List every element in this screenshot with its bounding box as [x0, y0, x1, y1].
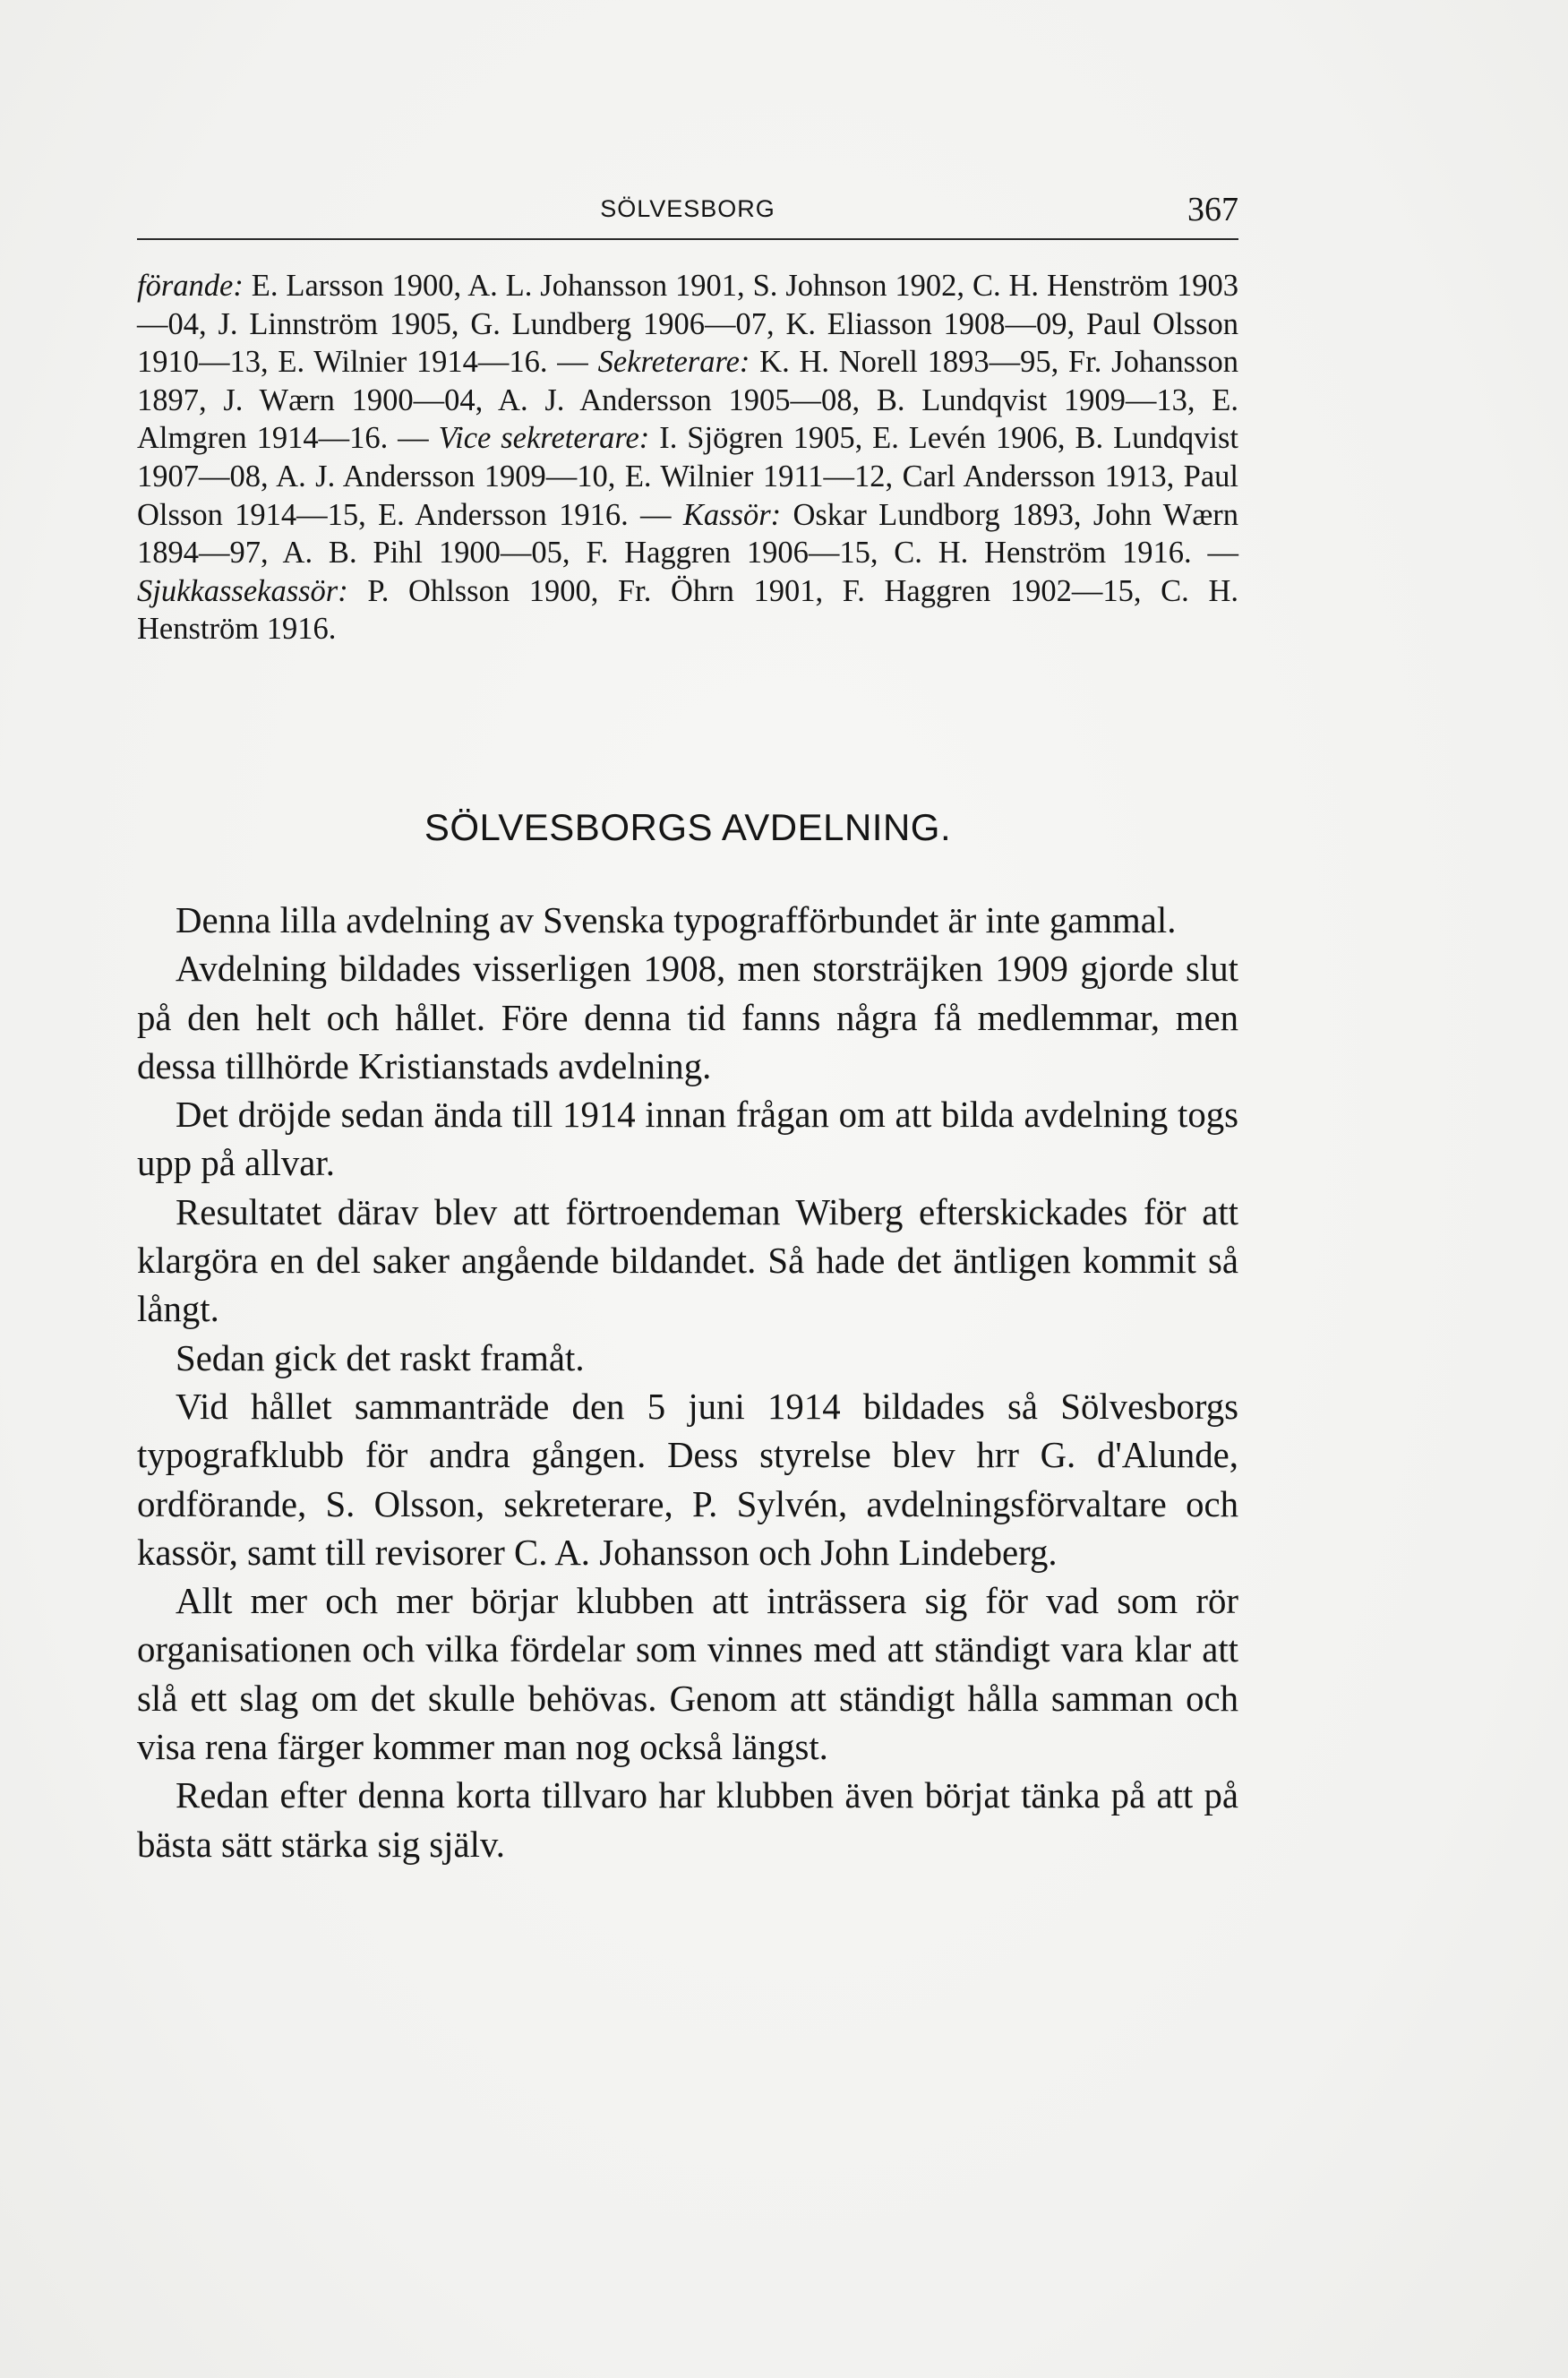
role-label-vice-sekreterare: Vice sekreterare: — [438, 421, 660, 456]
section-heading: SÖLVESBORGS AVDELNING. — [424, 806, 952, 848]
body-paragraph: Det dröjde sedan ända till 1914 innan frågan om att bilda avdelning togs upp på allvar. — [137, 1095, 1238, 1184]
page-number: 367 — [1187, 191, 1238, 228]
officers-vice-secretaries: I. Sjögren 1905, E. Levén 1906, B. Lundqvist 1907—08, A. J. Andersson 1909—10, E. Wilnier 1911—12, Carl Andersson 1913, Paul Olsson 1914—15, E. Andersson 1916. — — [137, 421, 1238, 532]
running-head — [137, 190, 1238, 235]
body-paragraph: Avdelning bildades visserligen 1908, men storsträjken 1909 gjorde slut på den helt och hållet. Före denna tid fanns några få medlemmar, men dessa tillhörde Kristianstads avdelning. — [137, 949, 1238, 1086]
officers-secretaries: K. H. Norell 1893—95, Fr. Johansson 1897, J. Wærn 1900—04, A. J. Andersson 1905—08, B. Lundqvist 1909—13, E. Almgren 1914—16. — — [137, 345, 1238, 456]
role-label-kassor: Kassör: — [682, 497, 793, 532]
body-paragraph: Allt mer och mer börjar klubben att inträssera sig för vad som rör organisationen och vilka fördelar som vinnes med att ständigt vara klar att slå ett slag om det skulle behövas. Genom att ständigt hålla samman och visa rena färger kommer man nog också längst. — [137, 1581, 1238, 1768]
role-label-ordforande: förande: — [137, 269, 252, 303]
role-label-sjukkassekassor: Sjukkassekassör: — [137, 573, 368, 608]
officers-chairmen: E. Larsson 1900, A. L. Johansson 1901, S. Johnson 1902, C. H. Henström 1903—04, J. Linnström 1905, G. Lundberg 1906—07, K. Eliasson 1908—09, Paul Olsson 1910—13, E. Wilnier 1914—16. — — [137, 269, 1238, 380]
body-paragraph: Redan efter denna korta tillvaro har klubben även börjat tänka på att på bästa sätt stärka sig själv. — [137, 1775, 1238, 1865]
officers-list-paragraph — [137, 267, 1238, 648]
running-title: SÖLVESBORG — [600, 195, 775, 222]
header-rule — [137, 238, 1238, 240]
body-paragraph: Vid hållet sammanträde den 5 juni 1914 bildades så Sölvesborgs typografklubb för andra gången. Dess styrelse blev hrr G. d'Alunde, ordförande, S. Olsson, sekreterare, P. Sylvén, avdelningsförvaltare och kassör, samt till revisorer C. A. Johansson och John Lindeberg. — [137, 1386, 1238, 1573]
officers-sick-fund-treasurers: P. Ohlsson 1900, Fr. Öhrn 1901, F. Haggren 1902—15, C. H. Henström 1916. — [137, 573, 1238, 647]
officers-treasurers: Oskar Lundborg 1893, John Wærn 1894—97, A. B. Pihl 1900—05, F. Haggren 1906—15, C. H. Henström 1916. — — [137, 497, 1239, 571]
section-body — [137, 897, 1238, 1869]
role-label-sekreterare: Sekreterare: — [597, 345, 760, 380]
body-paragraph: Denna lilla avdelning av Svenska typografförbundet är inte gammal. — [176, 900, 1177, 940]
body-paragraph: Sedan gick det raskt framåt. — [176, 1337, 585, 1378]
body-paragraph: Resultatet därav blev att förtroendeman Wiberg efterskickades för att klargöra en del saker angående bildandet. Så hade det äntligen kommit så långt. — [137, 1191, 1238, 1330]
